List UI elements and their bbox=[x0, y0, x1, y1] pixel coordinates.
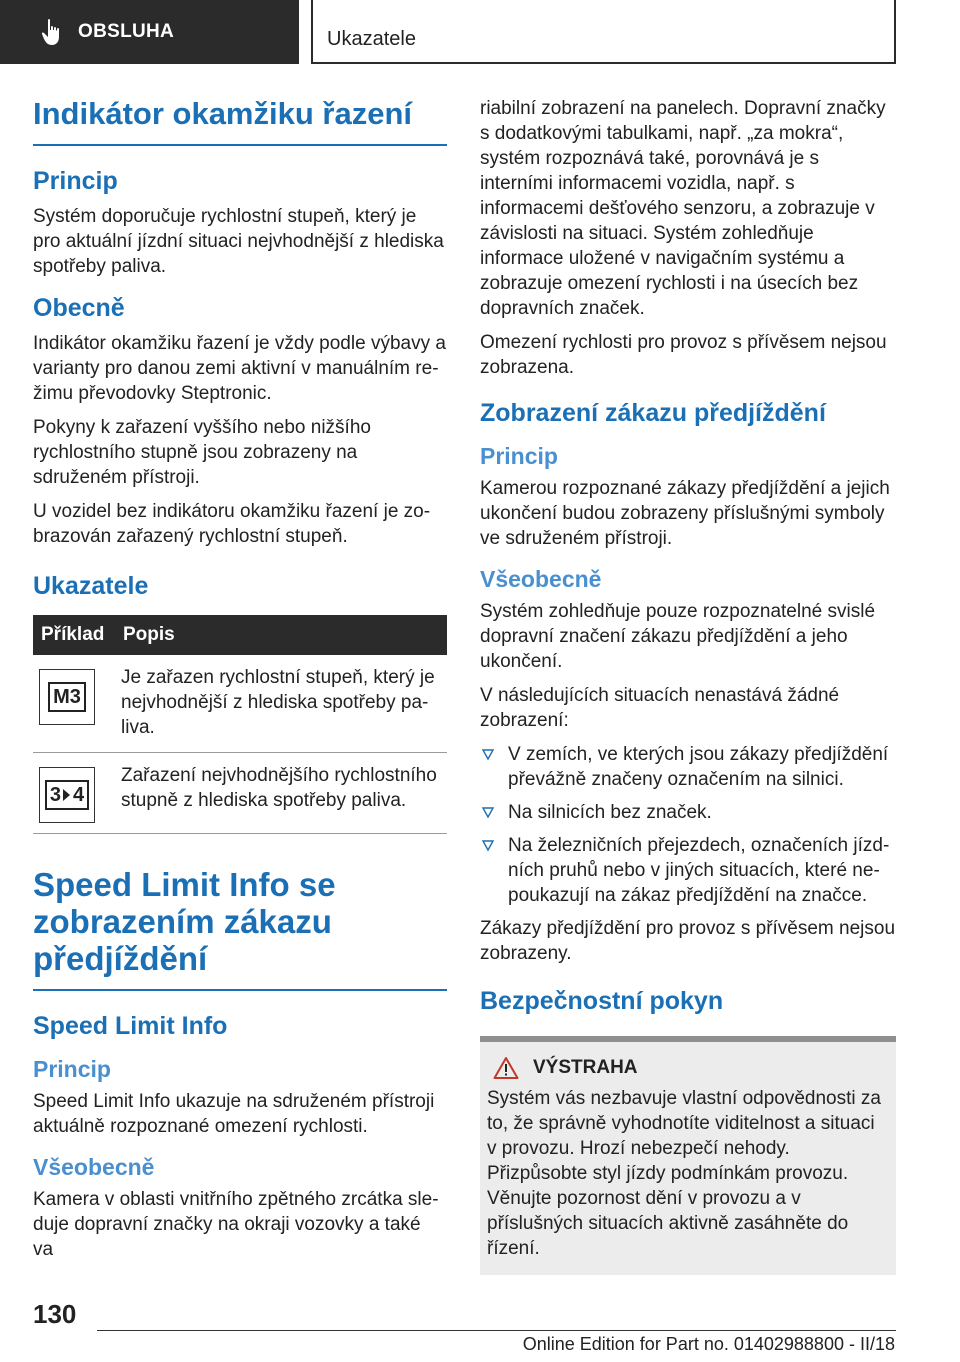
triangle-bullet-icon bbox=[482, 807, 494, 819]
hand-pointer-icon bbox=[40, 18, 64, 46]
gear-upshift-label bbox=[45, 780, 89, 810]
table-row bbox=[33, 655, 447, 753]
heading-sli-obecne: Všeobecně bbox=[33, 1154, 155, 1180]
section-tab bbox=[0, 0, 299, 64]
warning-header bbox=[493, 1056, 888, 1080]
heading-shift-indicator: Indikátor okamžiku řazení bbox=[33, 96, 447, 146]
gear-m3-label: M3 bbox=[48, 682, 86, 712]
col-description: Popis bbox=[115, 615, 447, 655]
gear-to: 4 bbox=[73, 784, 85, 806]
description-cell: Zařazení nejvhodnějšího rychlostního stupně z hlediska spotřeby paliva. bbox=[115, 753, 447, 834]
left-column bbox=[33, 96, 447, 1271]
right-column bbox=[480, 96, 896, 1275]
obecne-text-2: Pokyny k zařazení vyššího nebo nižšího rychlostního stupně jsou zobrazeny na sdruženém přístroji. bbox=[33, 417, 371, 488]
heading-sli-princip: Princip bbox=[33, 1056, 111, 1082]
footer-edition: Online Edition for Part no. 01402988800 - II/18 bbox=[522, 1334, 895, 1354]
list-item bbox=[480, 800, 896, 825]
example-cell bbox=[33, 753, 115, 834]
table-header-row bbox=[33, 615, 447, 655]
list-item bbox=[480, 742, 896, 792]
list-item bbox=[480, 833, 896, 908]
obecne-text-1: Indikátor okamžiku řazení je vždy podle výbavy a varianty pro danou zemi aktivní v manuálním režimu převodovky Steptronic. bbox=[33, 333, 446, 404]
footer-divider bbox=[97, 1330, 896, 1331]
list-item-text: V zemích, ve kterých jsou zákazy předjíždění převážně značeny označením na silnici. bbox=[508, 744, 889, 790]
princip-text: Systém doporučuje rychlostní stupeň, který je pro aktuální jízdní situaci nejvhodnější z hlediska spotřeby paliva. bbox=[33, 206, 444, 277]
heading-no-overtaking-obecne: Všeobecně bbox=[480, 566, 602, 592]
heading-ukazatele: Ukazatele bbox=[33, 572, 149, 600]
list-item-text: Na silnicích bez značek. bbox=[508, 802, 712, 823]
warning-triangle-icon bbox=[493, 1056, 519, 1080]
table-row bbox=[33, 753, 447, 834]
sli-princip-text: Speed Limit Info ukazuje na sdruženém přístroji aktuálně rozpoznané omezení rychlosti. bbox=[33, 1091, 435, 1137]
example-cell bbox=[33, 655, 115, 753]
triangle-bullet-icon bbox=[482, 749, 494, 761]
warning-title: VÝSTRAHA bbox=[533, 1057, 638, 1078]
list-item-text: Na železničních přejezdech, označeních jízdních pruhů nebo v jiných situacích, které nepoukazují na zákaz předjíždění na značce. bbox=[508, 835, 890, 906]
heading-safety: Bezpečnostní pokyn bbox=[480, 987, 724, 1015]
gear-m3-icon bbox=[39, 669, 95, 725]
heading-princip: Princip bbox=[33, 167, 118, 195]
heading-no-overtaking-princip: Princip bbox=[480, 443, 558, 469]
sli-obecne-text: Kamera v oblasti vnitřního zpětného zrcátka sleduje dopravní značky na okraji vozovky a také va bbox=[33, 1189, 439, 1260]
page-number: 130 bbox=[33, 1299, 77, 1329]
indicator-table bbox=[33, 615, 447, 834]
triangle-bullet-icon bbox=[482, 840, 494, 852]
col-example: Příklad bbox=[33, 615, 115, 655]
warning-text: Systém vás nezbavuje vlastní odpovědnosti za to, že správně vyhodnotíte viditelnost a situaci v provozu. Hrozí nebezpečí nehody. Přizpůsobte styl jízdy podmínkám provozu. Věnujte pozornost dění v provozu a v příslušných situacích aktivně zasáhněte do řízení. bbox=[487, 1088, 881, 1259]
no-overtaking-princip-text: Kamerou rozpoznané zákazy předjíždění a jejich ukončení budou zobrazeny příslušnými symboly ve sdruženém přístroji. bbox=[480, 478, 890, 549]
chapter-box bbox=[311, 0, 896, 64]
sli-trailer-text: Omezení rychlosti pro provoz s přívěsem nejsou zobrazena. bbox=[480, 332, 887, 378]
sli-continued-text: riabilní zobrazení na panelech. Dopravní značky s dodatkovými tabulkami, např. „za mokra“, systém rozpoznává také, porovnává je s interními informacemi vozidla, např. s informacemi dešťového senzoru, a zobrazuje v závislosti na situaci. Systém zohledňuje informace uložené v navigačním systému a zobrazuje omezení rychlosti i na úsecích bez dopravních značek. bbox=[480, 98, 886, 319]
warning-box bbox=[480, 1036, 896, 1275]
no-overtaking-obecne-2: V následujících situacích nenastává žádné zobrazení: bbox=[480, 685, 840, 731]
chapter-label: Ukazatele bbox=[327, 28, 416, 50]
description-cell: Je zařazen rychlostní stupeň, který je nejvhodnější z hlediska spotřeby paliva. bbox=[115, 655, 447, 753]
situations-list bbox=[480, 742, 896, 908]
arrow-right-icon bbox=[62, 788, 72, 802]
gear-upshift-icon bbox=[39, 767, 95, 823]
no-overtaking-trailer-text: Zákazy předjíždění pro provoz s přívěsem nejsou zobrazeny. bbox=[480, 918, 896, 964]
gear-from: 3 bbox=[49, 784, 61, 806]
no-overtaking-obecne-1: Systém zohledňuje pouze rozpoznatelné svislé dopravní značení zákazu předjíždění a jeho ukončení. bbox=[480, 601, 876, 672]
heading-no-overtaking: Zobrazení zákazu předjíždění bbox=[480, 399, 826, 427]
heading-speed-limit-info: Speed Limit Info se zobrazením zákazu předjíždění bbox=[33, 866, 447, 991]
heading-obecne: Obecně bbox=[33, 294, 125, 322]
heading-sli: Speed Limit Info bbox=[33, 1012, 228, 1040]
section-label: OBSLUHA bbox=[78, 21, 175, 42]
obecne-text-3: U vozidel bez indikátoru okamžiku řazení je zobrazován zařazený rychlostní stupeň. bbox=[33, 501, 431, 547]
